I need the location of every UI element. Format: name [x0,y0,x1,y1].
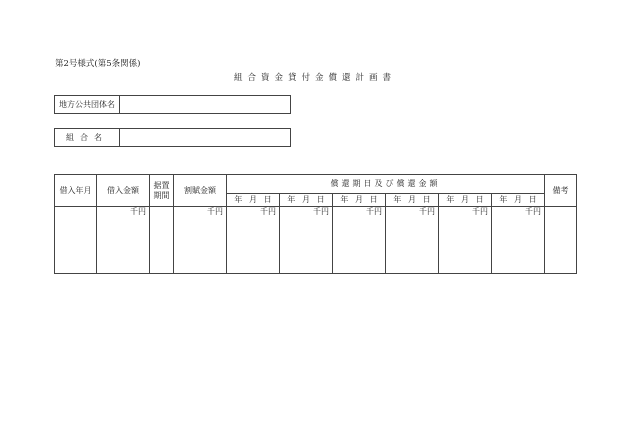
header-borrow-date: 借入年月 [55,175,97,207]
header-date-2 [280,194,333,207]
date-year-label: 年 [499,195,508,204]
header-date-3 [333,194,386,207]
cell-borrow-date[interactable] [55,207,97,274]
cell-borrow-amount[interactable]: 千円 [97,207,150,274]
date-year-label: 年 [234,195,243,204]
header-installment-amount: 割賦金額 [174,175,227,207]
cell-repayment-4[interactable]: 千円 [386,207,439,274]
header-grace-period: 据置 期間 [150,175,174,207]
repayment-plan-table [54,174,577,274]
cell-repayment-2[interactable]: 千円 [280,207,333,274]
cell-installment-amount[interactable]: 千円 [174,207,227,274]
date-month-label: 月 [301,195,310,204]
header-repayment-schedule: 償還期日及び償還金額 [227,175,545,194]
cell-grace-period[interactable] [150,207,174,274]
date-month-label: 月 [248,195,257,204]
header-date-4 [386,194,439,207]
date-year-label: 年 [287,195,296,204]
cell-repayment-6[interactable]: 千円 [492,207,545,274]
header-borrow-amount: 借入金額 [97,175,150,207]
document-title: 組合資金貸付金償還計画書 [233,73,396,83]
local-government-field [54,95,291,114]
cell-repayment-1[interactable]: 千円 [227,207,280,274]
cell-repayment-3[interactable]: 千円 [333,207,386,274]
header-date-1 [227,194,280,207]
date-day-label: 日 [528,195,537,204]
date-year-label: 年 [393,195,402,204]
cell-repayment-5[interactable]: 千円 [439,207,492,274]
association-input[interactable] [120,129,290,146]
date-day-label: 日 [475,195,484,204]
header-remarks: 備考 [545,175,577,207]
date-month-label: 月 [354,195,363,204]
date-year-label: 年 [446,195,455,204]
local-government-label: 地方公共団体名 [55,96,120,113]
cell-remarks[interactable] [545,207,577,274]
association-label: 組合名 [55,129,120,146]
association-field [54,128,291,147]
header-date-6 [492,194,545,207]
date-day-label: 日 [369,195,378,204]
date-month-label: 月 [513,195,522,204]
date-day-label: 日 [316,195,325,204]
form-number: 第2号様式(第5条関係) [55,59,141,69]
date-year-label: 年 [340,195,349,204]
date-day-label: 日 [263,195,272,204]
date-month-label: 月 [407,195,416,204]
date-month-label: 月 [460,195,469,204]
date-day-label: 日 [422,195,431,204]
local-government-input[interactable] [120,96,290,113]
header-date-5 [439,194,492,207]
